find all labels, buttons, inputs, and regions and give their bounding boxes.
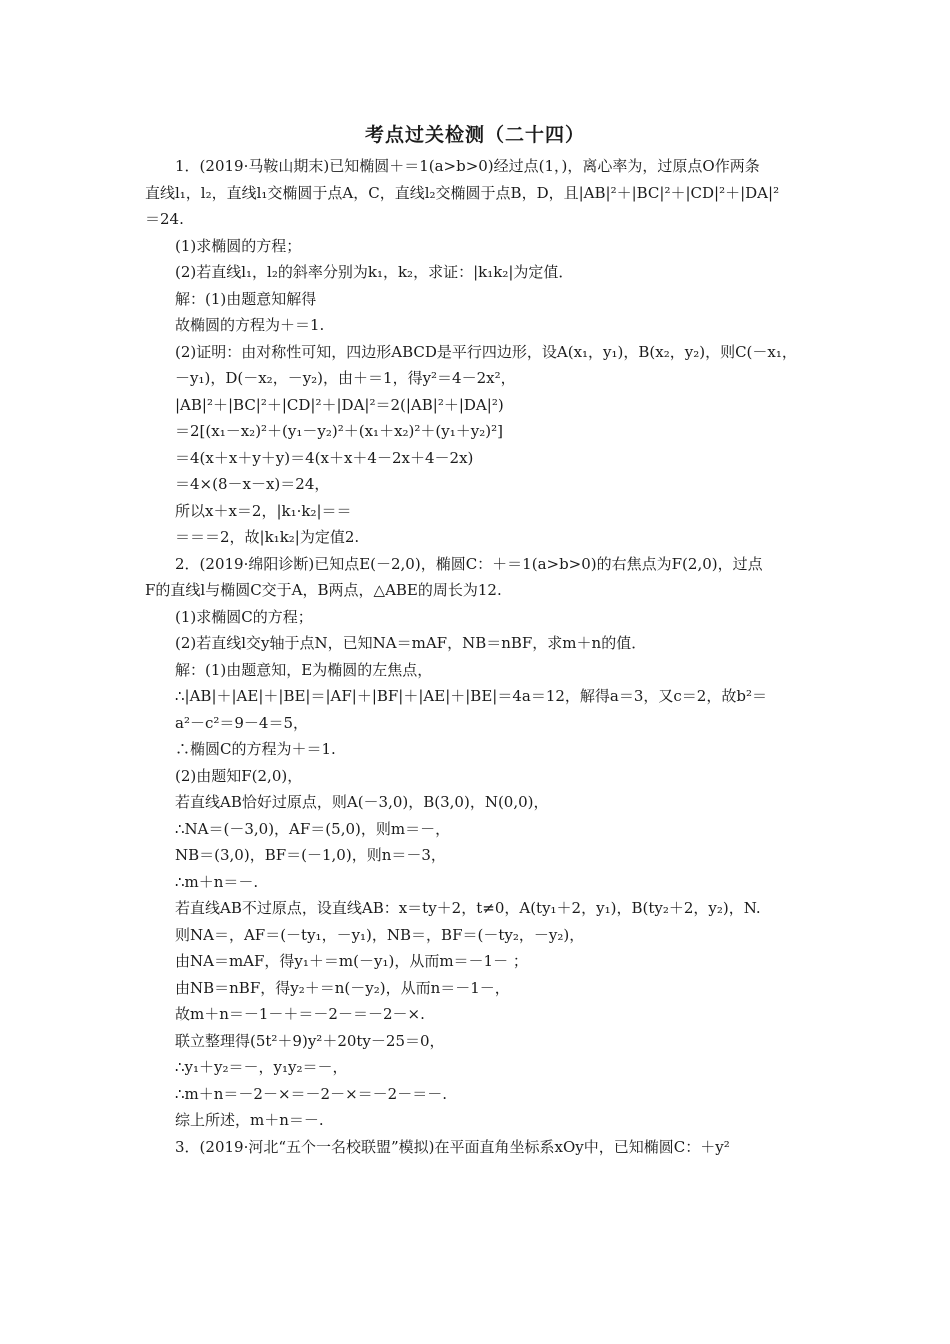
text-line: 则NA＝，AF＝(－ty₁，－y₁)，NB＝，BF＝(－ty₂，－y₂)，: [175, 925, 585, 944]
text-line: 若直线AB不过原点，设直线AB：x＝ty＋2，t≠0，A(ty₁＋2，y₁)，B(ty₂＋2，y₂)，N.: [175, 899, 761, 917]
text-line: 直线l₁，l₂，直线l₁交椭圆于点A，C，直线l₂交椭圆于点B，D，且|AB|²＋|BC|²＋|CD|²＋|DA|²: [145, 183, 780, 202]
text-line: 所以x＋x＝2，|k₁·k₂|＝＝: [175, 501, 352, 520]
text-line: ∴椭圆C的方程为＋＝1.: [175, 740, 336, 758]
text-line: 若直线AB恰好过原点，则A(－3,0)，B(3,0)，N(0,0)，: [175, 793, 549, 811]
text-line: (2)若直线l₁，l₂的斜率分别为k₁，k₂，求证：|k₁k₂|为定值．: [175, 263, 574, 281]
text-line: NB＝(3,0)，BF＝(－1,0)，则n＝－3，: [175, 846, 446, 864]
text-line: 由NB＝nBF，得y₂＋＝n(－y₂)，从而n＝－1－，: [175, 978, 510, 997]
text-line: (2)由题知F(2,0)，: [175, 766, 303, 785]
text-line: a²－c²＝9－4＝5，: [175, 713, 309, 732]
text-line: 解：(1)由题意知解得: [175, 289, 317, 308]
text-line: ∴m＋n＝－2－×＝－2－×＝－2－＝－.: [175, 1084, 447, 1103]
text-line: |AB|²＋|BC|²＋|CD|²＋|DA|²＝2(|AB|²＋|DA|²): [175, 395, 504, 414]
text-line: F的直线l与椭圆C交于A，B两点，△ABE的周长为12.: [145, 581, 502, 599]
text-line: 2．(2019·绵阳诊断)已知点E(－2,0)，椭圆C：＋＝1(a>b>0)的右焦点为F(2,0)，过点: [175, 554, 763, 573]
text-line: ∴|AB|＋|AE|＋|BE|＝|AF|＋|BF|＋|AE|＋|BE|＝4a＝12，解得a＝3，又c＝2，故b²＝: [175, 687, 767, 705]
text-line: 故m＋n＝－1－＋＝－2－＝－2－×.: [175, 1005, 425, 1023]
text-line: ＝24.: [145, 210, 184, 228]
text-line: (1)求椭圆的方程；: [175, 236, 302, 255]
text-line: ∴NA＝(－3,0)，AF＝(5,0)，则m＝－，: [175, 819, 451, 838]
text-line: －y₁)，D(－x₂，－y₂)，由＋＝1，得y²＝4－2x²，: [175, 369, 516, 387]
text-line: (2)证明：由对称性可知，四边形ABCD是平行四边形，设A(x₁，y₁)，B(x₂，y₂)，则C(－x₁，: [175, 342, 797, 361]
text-line: (2)若直线l交y轴于点N，已知NA＝mAF，NB＝nBF，求m＋n的值．: [175, 634, 647, 652]
document-body: [145, 153, 810, 1160]
text-line: ＝4(x＋x＋y＋y)＝4(x＋x＋4－2x＋4－2x): [175, 448, 474, 467]
text-line: 由NA＝mAF，得y₁＋＝m(－y₁)，从而m＝－1－ ；: [175, 952, 528, 970]
text-line: 3．(2019·河北“五个一名校联盟”模拟)在平面直角坐标系xOy中，已知椭圆C：＋y²: [175, 1137, 730, 1156]
text-line: (1)求椭圆C的方程；: [175, 607, 313, 626]
text-line: ∴m＋n＝－.: [175, 872, 259, 891]
text-line: 解：(1)由题意知，E为椭圆的左焦点，: [175, 660, 433, 679]
text-line: 综上所述，m＋n＝－.: [175, 1111, 324, 1129]
text-line: ∴y₁＋y₂＝－，y₁y₂＝－，: [175, 1058, 348, 1076]
text-line: ＝2[(x₁－x₂)²＋(y₁－y₂)²＋(x₁＋x₂)²＋(y₁＋y₂)²]: [175, 422, 503, 440]
text-line: 联立整理得(5t²＋9)y²＋20ty－25＝0，: [175, 1031, 445, 1050]
text-line: ＝4×(8－x－x)＝24，: [175, 475, 330, 493]
page-title: 考点过关检测（二十四）: [364, 124, 585, 146]
text-line: 1．(2019·马鞍山期末)已知椭圆＋＝1(a>b>0)经过点(1，)，离心率为，过原点O作两条: [175, 157, 760, 175]
text-line: 故椭圆的方程为＋＝1.: [175, 316, 325, 334]
text-line: ＝＝＝2，故|k₁k₂|为定值2.: [175, 528, 360, 546]
